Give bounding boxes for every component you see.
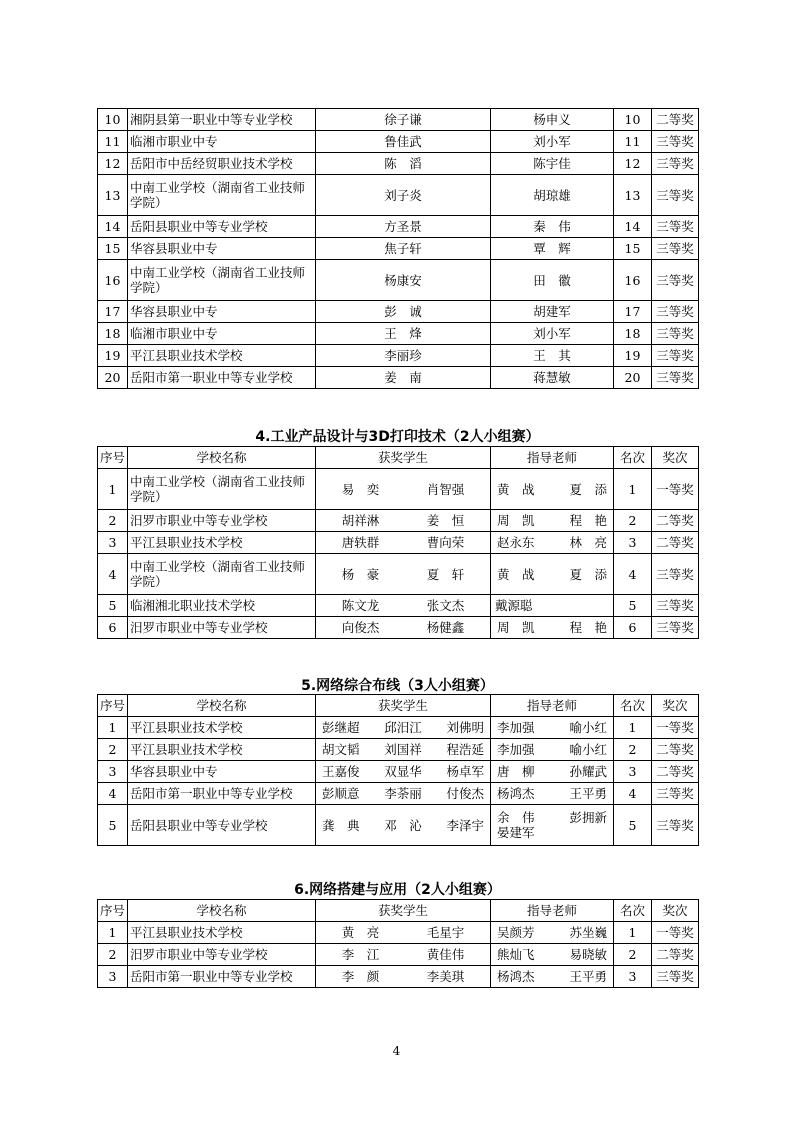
cell-award: 三等奖 bbox=[652, 367, 699, 389]
person-name: 戴源聪 bbox=[495, 598, 533, 613]
cell-award: 三等奖 bbox=[652, 323, 699, 345]
person-name: 喻小红 bbox=[569, 720, 607, 735]
cell-rank: 1 bbox=[614, 922, 652, 944]
person-name: 李美琪 bbox=[426, 969, 465, 984]
cell-student: 王 烽 bbox=[316, 323, 491, 345]
cell-rank: 2 bbox=[614, 944, 652, 966]
cell-student: 徐子谦 bbox=[316, 109, 491, 131]
person-name: 双显华 bbox=[384, 764, 422, 779]
table-row bbox=[98, 805, 699, 846]
person-name: 程浩延 bbox=[446, 742, 484, 757]
cell-teacher: 胡建军 bbox=[491, 301, 614, 323]
person-name: 林 亮 bbox=[569, 535, 607, 550]
cell-school: 华容县职业中专 bbox=[128, 761, 316, 783]
person-name: 喻小红 bbox=[569, 742, 607, 757]
table-row bbox=[98, 323, 699, 345]
name-list bbox=[318, 947, 488, 962]
table-row bbox=[98, 469, 699, 510]
person-name: 周 凯 bbox=[497, 513, 535, 528]
person-name: 余 伟 bbox=[497, 810, 535, 825]
person-name: 毛星宇 bbox=[426, 925, 465, 940]
table-section6 bbox=[97, 899, 699, 988]
cell-teachers bbox=[491, 922, 614, 944]
person-name: 易 奕 bbox=[341, 481, 380, 497]
person-name: 陈文龙 bbox=[341, 598, 380, 613]
cell-rank: 2 bbox=[614, 739, 652, 761]
cell-no: 2 bbox=[98, 510, 128, 532]
person-name: 杨卓军 bbox=[446, 764, 484, 779]
table-body bbox=[98, 469, 699, 639]
person-name: 王平勇 bbox=[569, 786, 607, 801]
cell-rank: 2 bbox=[614, 510, 652, 532]
cell-student: 彭 诚 bbox=[316, 301, 491, 323]
cell-school: 岳阳市中岳经贸职业技术学校 bbox=[128, 153, 316, 175]
table-row bbox=[98, 532, 699, 554]
cell-award: 三等奖 bbox=[652, 805, 699, 846]
header-school: 学校名称 bbox=[128, 695, 316, 717]
cell-award: 三等奖 bbox=[652, 216, 699, 238]
cell-no: 1 bbox=[98, 717, 128, 739]
name-list bbox=[493, 764, 611, 779]
header-school: 学校名称 bbox=[128, 900, 316, 922]
person-name: 胡祥淋 bbox=[341, 513, 380, 528]
cell-school: 汨罗市职业中等专业学校 bbox=[128, 617, 316, 639]
person-name: 吴颜芳 bbox=[497, 925, 535, 940]
cell-teacher: 田 徽 bbox=[491, 260, 614, 301]
cell-teachers bbox=[491, 554, 614, 595]
cell-award: 一等奖 bbox=[652, 717, 699, 739]
name-list bbox=[318, 482, 488, 497]
cell-award: 二等奖 bbox=[652, 944, 699, 966]
cell-no: 11 bbox=[98, 131, 128, 153]
cell-school: 平江县职业技术学校 bbox=[128, 717, 316, 739]
cell-rank: 3 bbox=[614, 532, 652, 554]
cell-school: 临湘市职业中专 bbox=[128, 131, 316, 153]
cell-no: 5 bbox=[98, 805, 128, 846]
person-name: 彭拥新 bbox=[569, 810, 607, 825]
cell-student: 李丽珍 bbox=[316, 345, 491, 367]
cell-teachers bbox=[491, 532, 614, 554]
cell-rank: 5 bbox=[614, 595, 652, 617]
cell-teachers bbox=[491, 783, 614, 805]
cell-award: 三等奖 bbox=[652, 345, 699, 367]
cell-teachers bbox=[491, 739, 614, 761]
cell-award: 三等奖 bbox=[652, 595, 699, 617]
cell-students bbox=[316, 532, 491, 554]
cell-student: 姜 南 bbox=[316, 367, 491, 389]
cell-teacher: 杨申义 bbox=[491, 109, 614, 131]
table-row bbox=[98, 739, 699, 761]
name-list bbox=[318, 598, 488, 613]
cell-teachers bbox=[491, 595, 614, 617]
header-rank: 名次 bbox=[614, 900, 652, 922]
cell-school: 平江县职业技术学校 bbox=[128, 345, 316, 367]
person-name: 晏建军 bbox=[497, 825, 535, 840]
name-list bbox=[493, 513, 611, 528]
name-list bbox=[318, 925, 488, 940]
header-school: 学校名称 bbox=[128, 447, 316, 469]
cell-school: 平江县职业技术学校 bbox=[128, 922, 316, 944]
cell-school: 汨罗市职业中等专业学校 bbox=[128, 944, 316, 966]
cell-no: 3 bbox=[98, 966, 128, 988]
name-list bbox=[318, 764, 488, 779]
person-name: 肖智强 bbox=[426, 481, 465, 497]
header-teachers: 指导老师 bbox=[491, 900, 614, 922]
header-rank: 名次 bbox=[614, 695, 652, 717]
cell-teacher: 刘小军 bbox=[491, 323, 614, 345]
person-name: 彭顺意 bbox=[322, 786, 360, 801]
cell-award: 三等奖 bbox=[652, 238, 699, 260]
table-body bbox=[98, 717, 699, 846]
cell-rank: 5 bbox=[614, 805, 652, 846]
name-list bbox=[493, 925, 611, 940]
cell-school: 岳阳县职业中等专业学校 bbox=[128, 216, 316, 238]
person-name: 杨健鑫 bbox=[426, 620, 465, 635]
name-list bbox=[493, 786, 611, 801]
cell-rank: 1 bbox=[614, 469, 652, 510]
table-header-row bbox=[98, 695, 699, 717]
section5-title: 5.网络综合布线（3人小组赛） bbox=[301, 678, 494, 694]
person-name: 夏 轩 bbox=[426, 566, 465, 582]
cell-rank: 18 bbox=[614, 323, 652, 345]
cell-teachers bbox=[491, 510, 614, 532]
person-name: 李 颜 bbox=[341, 969, 380, 984]
name-list bbox=[493, 969, 611, 984]
cell-award: 三等奖 bbox=[652, 783, 699, 805]
person-name: 程 艳 bbox=[569, 513, 607, 528]
header-no: 序号 bbox=[98, 900, 128, 922]
table-row bbox=[98, 301, 699, 323]
cell-teachers bbox=[491, 717, 614, 739]
person-name: 杨鸿杰 bbox=[497, 786, 535, 801]
person-name: 唐 柳 bbox=[497, 764, 535, 779]
cell-teachers bbox=[491, 761, 614, 783]
cell-no: 2 bbox=[98, 944, 128, 966]
header-teachers: 指导老师 bbox=[491, 447, 614, 469]
header-no: 序号 bbox=[98, 695, 128, 717]
cell-teachers bbox=[491, 805, 614, 846]
cell-award: 二等奖 bbox=[652, 739, 699, 761]
person-name: 黄佳伟 bbox=[426, 947, 465, 962]
person-name: 杨鸿杰 bbox=[497, 969, 535, 984]
cell-rank: 19 bbox=[614, 345, 652, 367]
cell-no: 12 bbox=[98, 153, 128, 175]
cell-students bbox=[316, 617, 491, 639]
cell-students bbox=[316, 469, 491, 510]
person-name: 夏 添 bbox=[569, 481, 607, 497]
cell-rank: 3 bbox=[614, 966, 652, 988]
person-name: 夏 添 bbox=[569, 566, 607, 582]
cell-student: 刘子炎 bbox=[316, 175, 491, 216]
name-list bbox=[318, 535, 488, 550]
cell-no: 19 bbox=[98, 345, 128, 367]
cell-award: 二等奖 bbox=[652, 109, 699, 131]
cell-no: 1 bbox=[98, 469, 128, 510]
cell-students bbox=[316, 739, 491, 761]
cell-rank: 10 bbox=[614, 109, 652, 131]
person-name: 李 江 bbox=[341, 947, 380, 962]
person-name: 周 凯 bbox=[497, 620, 535, 635]
header-no: 序号 bbox=[98, 447, 128, 469]
person-name: 龚 典 bbox=[322, 817, 360, 833]
name-list bbox=[318, 513, 488, 528]
person-name: 李荼丽 bbox=[384, 786, 422, 801]
person-name: 赵永东 bbox=[497, 535, 535, 550]
cell-rank: 4 bbox=[614, 783, 652, 805]
cell-students bbox=[316, 944, 491, 966]
cell-school: 中南工业学校（湖南省工业技师学院） bbox=[128, 554, 316, 595]
cell-no: 18 bbox=[98, 323, 128, 345]
table-row bbox=[98, 783, 699, 805]
name-list bbox=[493, 810, 611, 840]
cell-award: 一等奖 bbox=[652, 469, 699, 510]
table-row bbox=[98, 595, 699, 617]
name-list bbox=[318, 818, 488, 833]
cell-no: 20 bbox=[98, 367, 128, 389]
table-row bbox=[98, 216, 699, 238]
cell-no: 16 bbox=[98, 260, 128, 301]
person-name: 李加强 bbox=[497, 742, 535, 757]
table-row bbox=[98, 617, 699, 639]
name-list bbox=[493, 720, 611, 735]
table-header-row bbox=[98, 900, 699, 922]
cell-teachers bbox=[491, 944, 614, 966]
person-name: 李加强 bbox=[497, 720, 535, 735]
cell-rank: 4 bbox=[614, 554, 652, 595]
table-row bbox=[98, 717, 699, 739]
name-list bbox=[493, 742, 611, 757]
cell-students bbox=[316, 717, 491, 739]
cell-teachers bbox=[491, 966, 614, 988]
cell-students bbox=[316, 783, 491, 805]
cell-no: 4 bbox=[98, 783, 128, 805]
name-list bbox=[493, 620, 611, 635]
cell-school: 岳阳县职业中等专业学校 bbox=[128, 805, 316, 846]
cell-award: 三等奖 bbox=[652, 260, 699, 301]
cell-student: 焦子轩 bbox=[316, 238, 491, 260]
cell-school: 岳阳市第一职业中等专业学校 bbox=[128, 966, 316, 988]
cell-student: 陈 滔 bbox=[316, 153, 491, 175]
cell-award: 二等奖 bbox=[652, 761, 699, 783]
cell-students bbox=[316, 595, 491, 617]
person-name: 刘佛明 bbox=[446, 720, 484, 735]
table-row bbox=[98, 761, 699, 783]
table-section4 bbox=[97, 446, 699, 639]
person-name: 胡文韬 bbox=[322, 742, 360, 757]
table-row bbox=[98, 109, 699, 131]
cell-students bbox=[316, 922, 491, 944]
cell-award: 三等奖 bbox=[652, 175, 699, 216]
page-number: 4 bbox=[392, 1044, 401, 1058]
table-row bbox=[98, 510, 699, 532]
person-name: 熊灿飞 bbox=[497, 947, 535, 962]
person-name: 张文杰 bbox=[426, 598, 465, 613]
person-name: 王嘉俊 bbox=[322, 764, 360, 779]
cell-no: 14 bbox=[98, 216, 128, 238]
person-name: 孙耀武 bbox=[569, 764, 607, 779]
cell-rank: 15 bbox=[614, 238, 652, 260]
person-name: 唐轶群 bbox=[341, 535, 380, 550]
name-list bbox=[493, 535, 611, 550]
person-name: 苏坐巍 bbox=[569, 925, 607, 940]
cell-no: 4 bbox=[98, 554, 128, 595]
cell-school: 华容县职业中专 bbox=[128, 238, 316, 260]
cell-student: 杨康安 bbox=[316, 260, 491, 301]
cell-rank: 14 bbox=[614, 216, 652, 238]
cell-student: 方圣景 bbox=[316, 216, 491, 238]
cell-school: 岳阳市第一职业中等专业学校 bbox=[128, 367, 316, 389]
cell-school: 湘阴县第一职业中等专业学校 bbox=[128, 109, 316, 131]
name-list bbox=[318, 786, 488, 801]
cell-no: 6 bbox=[98, 617, 128, 639]
cell-rank: 20 bbox=[614, 367, 652, 389]
cell-teacher: 刘小军 bbox=[491, 131, 614, 153]
header-award: 奖次 bbox=[652, 447, 699, 469]
table-row bbox=[98, 944, 699, 966]
cell-no: 15 bbox=[98, 238, 128, 260]
cell-no: 13 bbox=[98, 175, 128, 216]
section4-title: 4.工业产品设计与3D打印技术（2人小组赛） bbox=[255, 429, 540, 445]
person-name: 程 艳 bbox=[569, 620, 607, 635]
cell-teacher: 胡琼雄 bbox=[491, 175, 614, 216]
cell-award: 三等奖 bbox=[652, 617, 699, 639]
cell-no: 5 bbox=[98, 595, 128, 617]
cell-no: 3 bbox=[98, 532, 128, 554]
cell-no: 17 bbox=[98, 301, 128, 323]
name-list bbox=[318, 620, 488, 635]
cell-no: 10 bbox=[98, 109, 128, 131]
cell-school: 临湘市职业中专 bbox=[128, 323, 316, 345]
cell-school: 临湘湘北职业技术学校 bbox=[128, 595, 316, 617]
header-students: 获奖学生 bbox=[316, 447, 491, 469]
table-row bbox=[98, 367, 699, 389]
name-list bbox=[318, 742, 488, 757]
table-row bbox=[98, 131, 699, 153]
name-list bbox=[493, 947, 611, 962]
cell-no: 1 bbox=[98, 922, 128, 944]
table-row bbox=[98, 345, 699, 367]
cell-school: 华容县职业中专 bbox=[128, 301, 316, 323]
cell-students bbox=[316, 805, 491, 846]
name-list bbox=[493, 598, 611, 613]
person-name: 刘国祥 bbox=[384, 742, 422, 757]
cell-teachers bbox=[491, 469, 614, 510]
cell-students bbox=[316, 761, 491, 783]
person-name: 曹向荣 bbox=[426, 535, 465, 550]
cell-award: 三等奖 bbox=[652, 131, 699, 153]
person-name: 王平勇 bbox=[569, 969, 607, 984]
cell-students bbox=[316, 966, 491, 988]
table-row bbox=[98, 922, 699, 944]
table-row bbox=[98, 554, 699, 595]
table-row bbox=[98, 260, 699, 301]
section6-title: 6.网络搭建与应用（2人小组赛） bbox=[294, 882, 501, 898]
cell-no: 2 bbox=[98, 739, 128, 761]
header-award: 奖次 bbox=[652, 695, 699, 717]
cell-students bbox=[316, 510, 491, 532]
cell-school: 平江县职业技术学校 bbox=[128, 532, 316, 554]
person-name: 易晓敏 bbox=[569, 947, 607, 962]
cell-rank: 16 bbox=[614, 260, 652, 301]
person-name: 黄 亮 bbox=[341, 925, 380, 940]
name-list bbox=[493, 810, 611, 825]
person-name: 杨 豪 bbox=[341, 566, 380, 582]
header-students: 获奖学生 bbox=[316, 695, 491, 717]
table-body bbox=[98, 109, 699, 389]
cell-award: 一等奖 bbox=[652, 922, 699, 944]
table-section5 bbox=[97, 694, 699, 846]
person-name: 李泽宇 bbox=[446, 817, 484, 833]
cell-award: 三等奖 bbox=[652, 966, 699, 988]
table-section3-continued bbox=[97, 108, 699, 389]
cell-student: 鲁佳武 bbox=[316, 131, 491, 153]
cell-no: 3 bbox=[98, 761, 128, 783]
person-name: 邱汨江 bbox=[384, 720, 422, 735]
person-name: 付俊杰 bbox=[446, 786, 484, 801]
person-name: 黄 战 bbox=[497, 481, 535, 497]
name-list bbox=[318, 720, 488, 735]
person-name: 姜 恒 bbox=[426, 513, 465, 528]
cell-award: 三等奖 bbox=[652, 301, 699, 323]
table-header-row bbox=[98, 447, 699, 469]
cell-award: 三等奖 bbox=[652, 554, 699, 595]
cell-teachers bbox=[491, 617, 614, 639]
cell-school: 平江县职业技术学校 bbox=[128, 739, 316, 761]
cell-award: 三等奖 bbox=[652, 153, 699, 175]
table-row bbox=[98, 238, 699, 260]
cell-school: 中南工业学校（湖南省工业技师学院） bbox=[128, 469, 316, 510]
cell-teacher: 王 其 bbox=[491, 345, 614, 367]
person-name: 彭继超 bbox=[322, 720, 360, 735]
cell-rank: 13 bbox=[614, 175, 652, 216]
name-list bbox=[493, 482, 611, 497]
name-list bbox=[318, 969, 488, 984]
cell-rank: 1 bbox=[614, 717, 652, 739]
name-list bbox=[493, 567, 611, 582]
cell-teacher: 蒋慧敏 bbox=[491, 367, 614, 389]
name-list bbox=[318, 567, 488, 582]
cell-school: 汨罗市职业中等专业学校 bbox=[128, 510, 316, 532]
cell-teacher: 秦 伟 bbox=[491, 216, 614, 238]
cell-rank: 12 bbox=[614, 153, 652, 175]
cell-award: 二等奖 bbox=[652, 532, 699, 554]
table-row bbox=[98, 966, 699, 988]
table-row bbox=[98, 153, 699, 175]
cell-rank: 6 bbox=[614, 617, 652, 639]
cell-rank: 11 bbox=[614, 131, 652, 153]
cell-teacher: 覃 辉 bbox=[491, 238, 614, 260]
cell-rank: 3 bbox=[614, 761, 652, 783]
cell-school: 中南工业学校（湖南省工业技师学院） bbox=[128, 260, 316, 301]
cell-school: 岳阳市第一职业中等专业学校 bbox=[128, 783, 316, 805]
person-name: 向俊杰 bbox=[341, 620, 380, 635]
cell-school: 中南工业学校（湖南省工业技师学院） bbox=[128, 175, 316, 216]
cell-rank: 17 bbox=[614, 301, 652, 323]
table-body bbox=[98, 922, 699, 988]
cell-teacher: 陈宇佳 bbox=[491, 153, 614, 175]
table-row bbox=[98, 175, 699, 216]
cell-students bbox=[316, 554, 491, 595]
cell-award: 二等奖 bbox=[652, 510, 699, 532]
header-teachers: 指导老师 bbox=[491, 695, 614, 717]
header-students: 获奖学生 bbox=[316, 900, 491, 922]
person-name: 邓 沁 bbox=[384, 817, 422, 833]
header-rank: 名次 bbox=[614, 447, 652, 469]
person-name: 黄 战 bbox=[497, 566, 535, 582]
header-award: 奖次 bbox=[652, 900, 699, 922]
